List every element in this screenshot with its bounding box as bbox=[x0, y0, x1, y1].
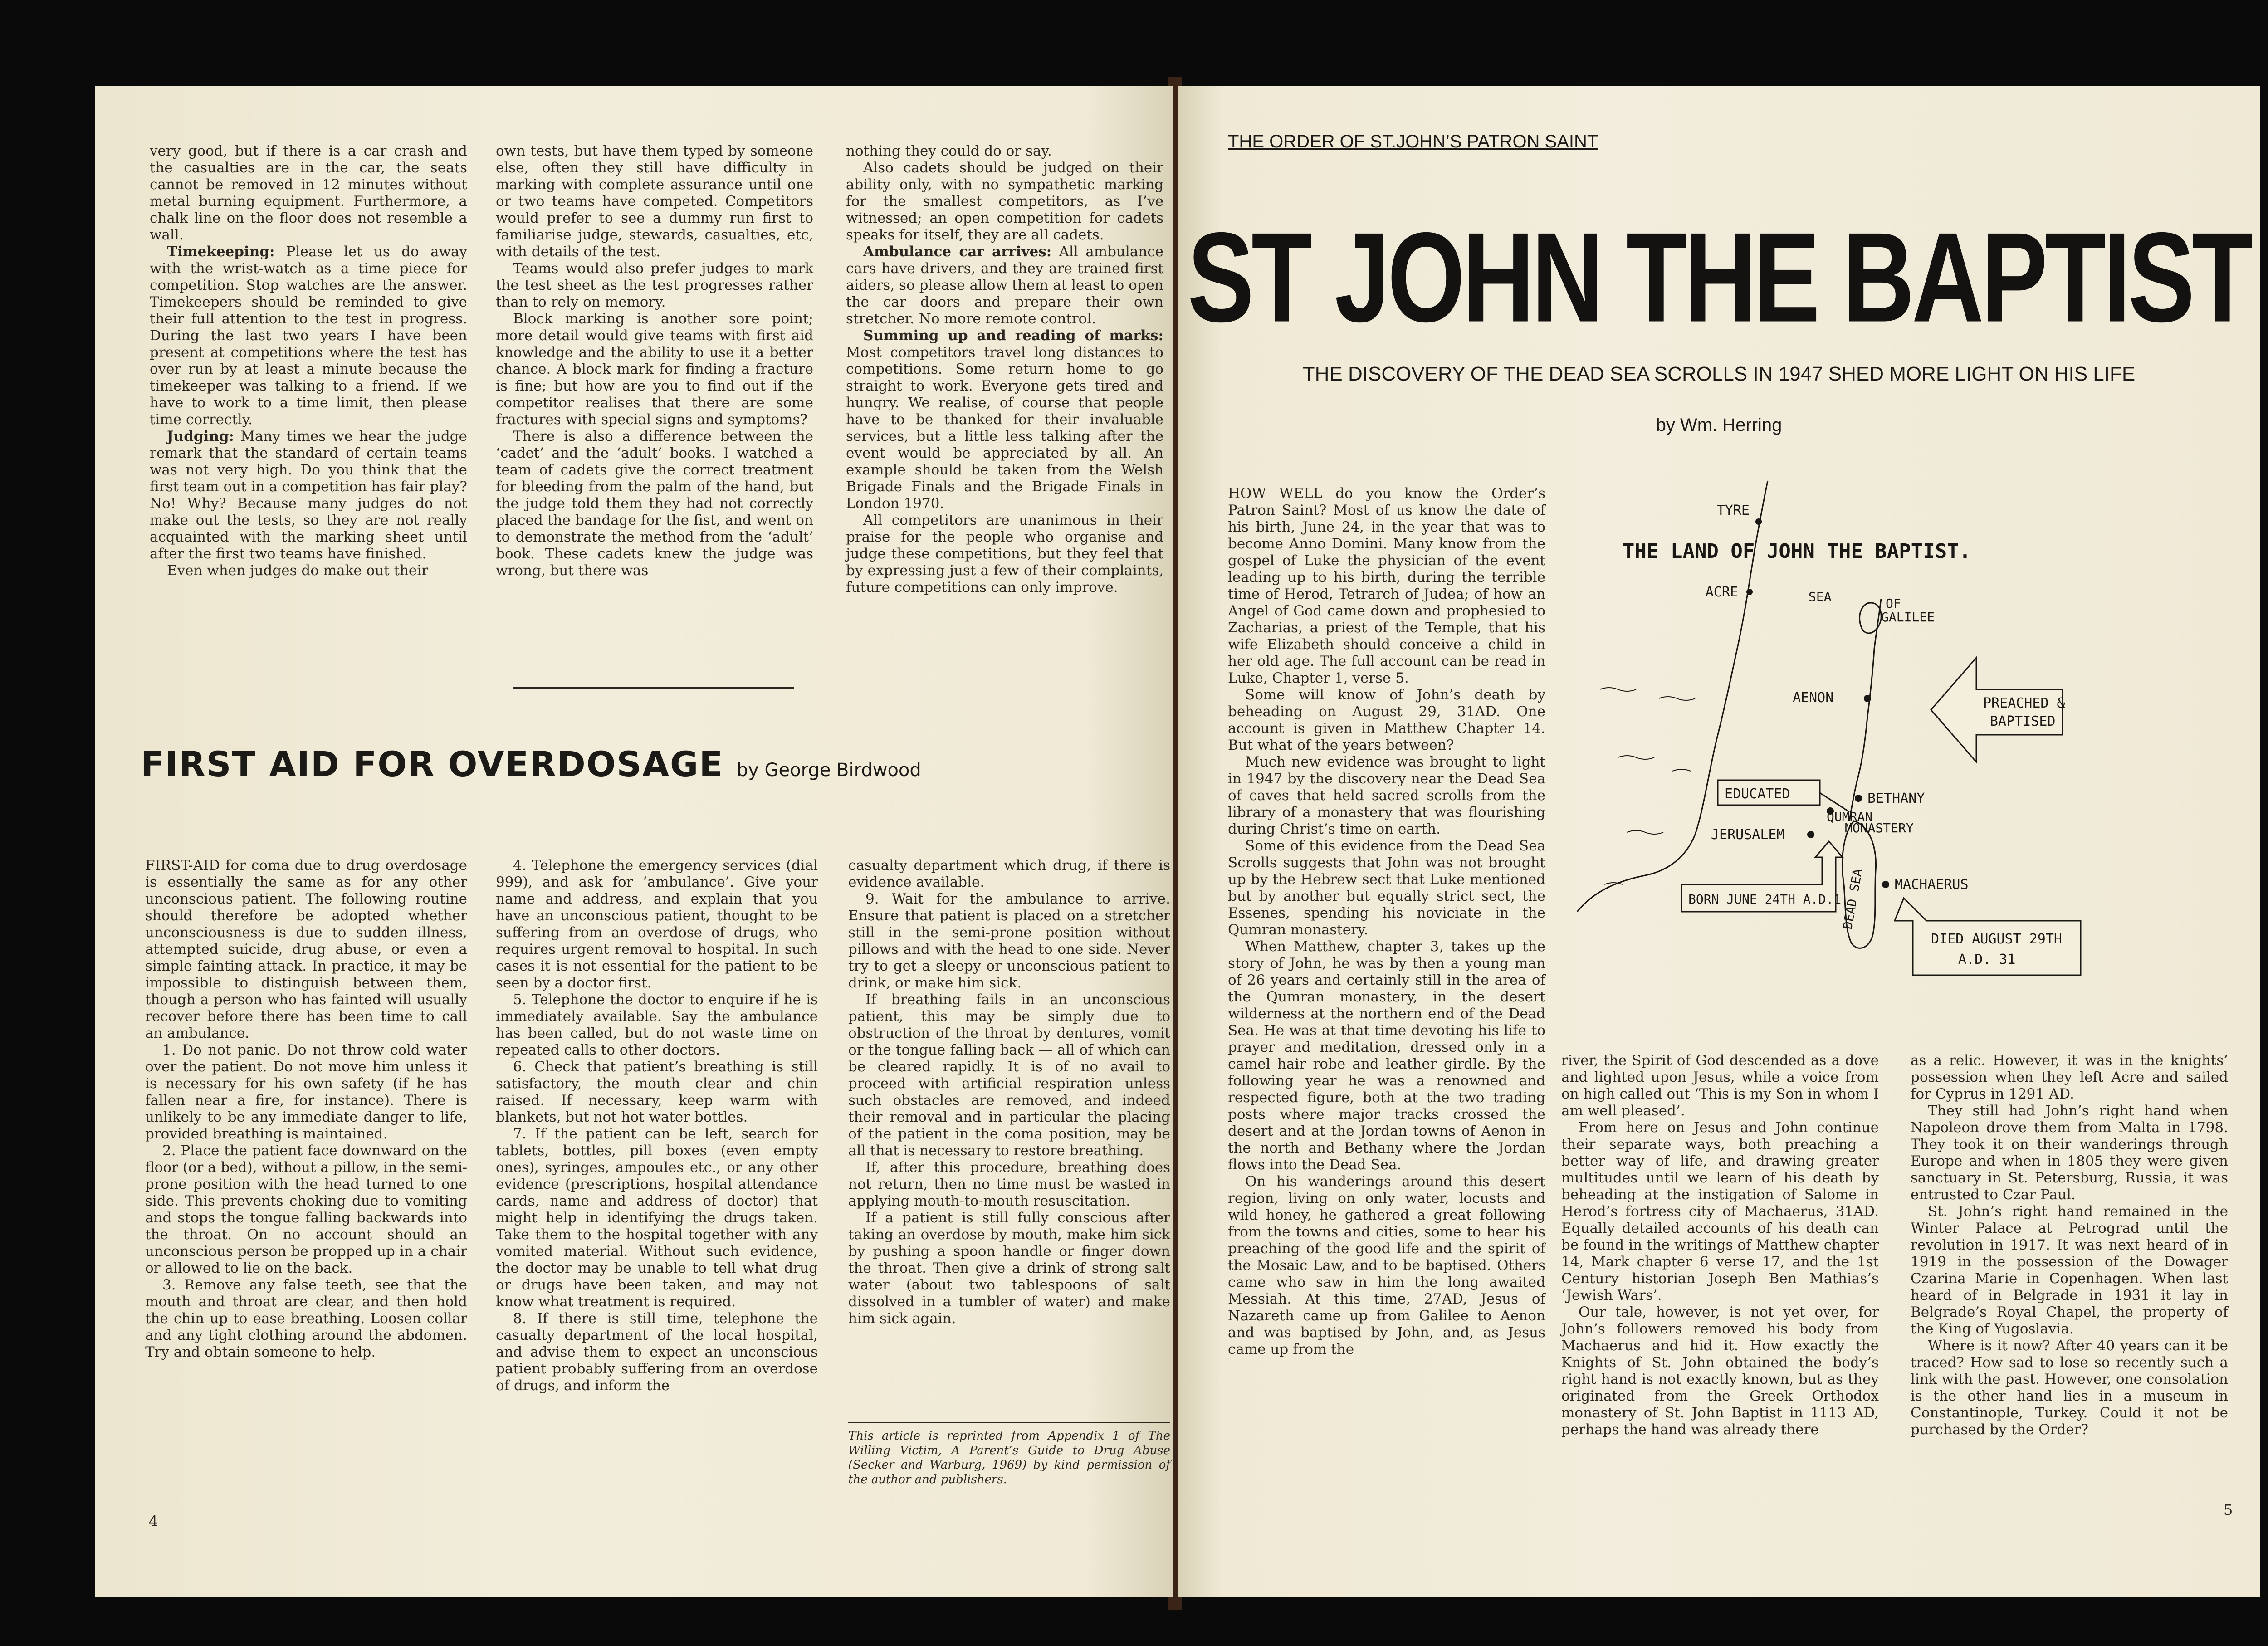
paragraph-text: If breathing fails in an unconscious patient, this may be simply due to obstruction of the throat by dentures, vomit or the tongue falling back — all of which can be cleared rapidly. It is of no avail to proceed with artificial respiration unless such obstacles are removed, and indeed their removal and in particular the placing of the patient in the coma position, may be all that is necessary to restore breathing. bbox=[848, 992, 1170, 1159]
paragraph bbox=[1228, 485, 1545, 687]
paragraph bbox=[1911, 1103, 2228, 1203]
died-label-line1: DIED AUGUST 29TH bbox=[1931, 931, 2062, 947]
paragraph-text: very good, but if there is a car crash and the casualties are in the car, the seats cannot be removed in 12 minutes without metal burning equipment. Furthermore, a chalk line on the floor does not resemble a wall. bbox=[150, 143, 467, 243]
paragraph-text: Our tale, however, is not yet over, for John’s followers removed his body from Machaerus and hid it. How exactly the Knights of St. John obtained the body’s right hand is not exactly known, but as they originated from the Greek Orthodox monastery of St. John Baptist in 1113 AD, perhaps the hand was already there bbox=[1561, 1304, 1879, 1438]
map-title: THE LAND OF JOHN THE BAPTIST. bbox=[1623, 540, 1971, 563]
paragraph bbox=[1228, 1173, 1545, 1358]
paragraph-text: 4. Telephone the emergency services (dial 999), and ask for ‘ambulance’. Give your name and address, and explain that you have an unconscious patient, thought to be suffering from an overdose of drugs, who requires urgent removal to hospital. In such cases it is not essential for the patient to be seen by a doctor first. bbox=[496, 857, 818, 991]
paragraph-text: All competitors are unanimous in their praise for the people who organise and judge these competitions, but they feel that by expressing just a few of their complaints, future competitions can only improve. bbox=[846, 512, 1163, 596]
paragraph-text: 6. Check that patient’s breathing is still satisfactory, the mouth clear and chin raised. If necessary, keep warm with blankets, but not hot water bottles. bbox=[496, 1059, 818, 1125]
map-label-jerusalem: JERUSALEM bbox=[1711, 827, 1785, 843]
died-label-line2: A.D. 31 bbox=[1958, 952, 2016, 967]
paragraph-text: All ambulance cars have drivers, and they are trained first aiders, so please allow them at least to open the car doors and prepare their own stretcher. No more remote control. bbox=[846, 244, 1164, 327]
paragraph-text: as a relic. However, it was in the knights’ possession when they left Acre and sailed for Cyprus in 1291 AD. bbox=[1911, 1052, 2228, 1102]
paragraph bbox=[1561, 1052, 1879, 1119]
paragraph bbox=[150, 244, 467, 428]
page-number-left: 4 bbox=[149, 1513, 158, 1530]
paragraph-text: Most competitors travel long distances to competitions. Some return home to go straight to work. Everyone gets tired and hungry. We realise, of course that people have to be thanked for their invaluable services, but a little less talking after the event would be appreciated by all. An example should be taken from the Welsh Brigade Finals and the Brigade Finals in London 1970. bbox=[846, 344, 1163, 512]
paragraph-text: Even when judges do make out their bbox=[167, 562, 429, 579]
map-label-qumran: QUMRAN bbox=[1827, 809, 1873, 824]
paragraph bbox=[496, 260, 813, 311]
paragraph bbox=[846, 143, 1163, 160]
paragraph-text: own tests, but have them typed by someone else, often they still have difficulty in marking with complete assurance until one or two teams have competed. Competitors would prefer to see a dummy run first to familiarise judge, stewards, casualties, etc, with details of the test. bbox=[496, 143, 813, 260]
paragraph-text: Teams would also prefer judges to mark the test sheet as the test progresses rather than to rely on memory. bbox=[496, 260, 813, 310]
paragraph bbox=[848, 857, 1170, 891]
paragraph-text: On his wanderings around this desert region, living on only water, locusts and wild honey, he gathered a great following from the towns and cities, some to hear his preaching of the good life and the spirit of the Mosaic Law, and to be baptised. Others came who saw in him the long awaited Messiah. At this time, 27AD, Jesus of Nazareth came up from Galilee to Aenon and was baptised by John, and, as Jesus came up from the bbox=[1228, 1173, 1545, 1358]
paragraph bbox=[496, 1059, 818, 1126]
map-label-monastery: MONASTERY bbox=[1845, 821, 1914, 835]
paragraph-text: When Matthew, chapter 3, takes up the story of John, he was by then a young man of 26 years and certainly still in the area of the Qumran monastery, in the desert wilderness at the northern end of the Dead Sea. He was at that time devoting his life to prayer and meditation, dressed only in a camel hair robe and leather girdle. By the following year he was a renowned and respected figure, both at the two trading posts where major tracks crossed the desert and at the Jordan towns of Aenon in the north and Bethany where the Jordan flows into the Dead Sea. bbox=[1228, 938, 1545, 1173]
map-label-galilee: GALILEE bbox=[1881, 610, 1935, 625]
map-label-acre: ACRE bbox=[1705, 584, 1738, 600]
overdose-byline: by George Birdwood bbox=[736, 760, 921, 781]
educated-label: EDUCATED bbox=[1725, 786, 1790, 802]
paragraph bbox=[145, 1277, 467, 1361]
overdose-column-1 bbox=[145, 857, 467, 1361]
paragraph-text: If a patient is still fully conscious after taking an overdose by mouth, make him sick by pushing a spoon handle or finger down the throat. Then give a drink of strong salt water (about two tablespoons of salt dissolved in a tumbler of water) and make him sick again. bbox=[848, 1210, 1170, 1327]
paragraph bbox=[846, 327, 1163, 512]
paragraph bbox=[150, 428, 467, 562]
paragraph bbox=[145, 1143, 467, 1277]
baptist-column-3 bbox=[1911, 1052, 2228, 1438]
map-label-sea: SEA bbox=[1809, 589, 1832, 604]
paragraph bbox=[848, 891, 1170, 992]
paragraph-text: 5. Telephone the doctor to enquire if he is immediately available. Say the ambulance has been called, but do not waste time on repeated calls to other doctors. bbox=[496, 992, 818, 1058]
complaints-column-3 bbox=[846, 143, 1163, 596]
subheadline: THE DISCOVERY OF THE DEAD SEA SCROLLS IN 1947 SHED MORE LIGHT ON HIS LIFE bbox=[1302, 363, 2136, 385]
paragraph bbox=[496, 992, 818, 1059]
paragraph bbox=[1228, 754, 1545, 838]
overdose-column-3 bbox=[848, 857, 1170, 1327]
reprint-credit: This article is reprinted from Appendix 1 of The Willing Victim, A Parent’s Guide to Drug Abuse (Secker and Warburg, 1969) by kind permission of the author and publishers. bbox=[848, 1429, 1170, 1486]
right-page bbox=[1178, 86, 2260, 1597]
paragraph-text: Also cadets should be judged on their ability only, with no sympathetic marking for the smallest competitors, as I’ve witnessed; an open competition for cadets speaks for itself, they are all cadets. bbox=[846, 160, 1163, 243]
author-byline: by Wm. Herring bbox=[1656, 415, 1782, 435]
map-label-machaerus: MACHAERUS bbox=[1895, 877, 1969, 893]
paragraph bbox=[1228, 687, 1545, 754]
overdose-title-text: FIRST AID FOR OVERDOSAGE bbox=[141, 744, 724, 784]
page-title: ST JOHN THE BAPTIST bbox=[1188, 205, 2250, 349]
paragraph bbox=[1911, 1203, 2228, 1338]
paragraph bbox=[848, 1210, 1170, 1327]
paragraph-text: river, the Spirit of God descended as a dove and lighted upon Jesus, while a voice from on high called out ‘This is my Son in whom I am well pleased’. bbox=[1561, 1052, 1879, 1119]
paragraph bbox=[1561, 1119, 1879, 1304]
paragraph bbox=[848, 992, 1170, 1159]
paragraph-text: 1. Do not panic. Do not throw cold water over the patient. Do not move him unless it is necessary for his own safety (if he has fallen near a fire, for instance). There is unlikely to be any immediate danger to life, provided breathing is maintained. bbox=[145, 1042, 467, 1142]
paragraph-text: Block marking is another sore point; more detail would give teams with first aid knowledge and the ability to use it a better chance. A block mark for finding a fracture is fine; but how are you to find out if the competitor realises that there are some fractures with special signs and symptoms? bbox=[496, 311, 813, 428]
paragraph bbox=[496, 857, 818, 992]
paragraph-text: Some will know of John’s death by beheading on August 29, 31AD. One account is given in Matthew Chapter 14. But what of the years between? bbox=[1228, 687, 1545, 753]
paragraph-text: Much new evidence was brought to light in 1947 by the discovery near the Dead Sea of caves that held sacred scrolls from the library of a monastery that was flourishing during Christ’s time on earth. bbox=[1228, 754, 1545, 837]
paragraph bbox=[848, 1159, 1170, 1210]
paragraph-text: 2. Place the patient face downward on the floor (or a bed), without a pillow, in the semi-prone position with the head turned to one side. This prevents choking due to vomiting and stops the tongue falling backwards into the throat. On no account should an unconscious person be propped up in a chair or allowed to lie on the back. bbox=[145, 1143, 467, 1276]
paragraph bbox=[846, 512, 1163, 596]
paragraph-text: There is also a difference between the ‘cadet’ and the ‘adult’ books. I watched a team of cadets give the correct treatment for bleeding from the palm of the hand, but the judge told them they had not correctly placed the bandage for the fist, and went on to demonstrate the method from the ‘adult’ book. These cadets knew the judge was wrong, but there was bbox=[496, 428, 813, 579]
paragraph bbox=[496, 1126, 818, 1310]
paragraph-lead: Timekeeping: bbox=[167, 244, 275, 260]
map-label-bethany: BETHANY bbox=[1867, 791, 1925, 806]
paragraph-text: From here on Jesus and John continue their separate ways, both preaching a better way of life, and drawing greater multitudes until we learn of his death by beheading at the instigation of Salome in Herod’s fortress city of Machaerus, 31AD. Equally detailed accounts of his death can be found in the writings of Matthew chapter 14, Mark chapter 6 verse 17, and the 1st Century historian Joseph Ben Mathias’s ‘Jewish Wars’. bbox=[1561, 1119, 1879, 1304]
left-page bbox=[95, 86, 1173, 1597]
map-label-aenon: AENON bbox=[1793, 690, 1834, 706]
paragraph bbox=[145, 1042, 467, 1143]
born-label: BORN JUNE 24TH A.D.1 bbox=[1688, 892, 1842, 907]
paragraph-text: casualty department which drug, if there is evidence available. bbox=[848, 857, 1170, 890]
paragraph-lead: Ambulance car arrives: bbox=[863, 244, 1052, 260]
paragraph-text: St. John’s right hand remained in the Winter Palace at Petrograd until the revolution in 1917. It was next heard of in 1919 in the possession of the Dowager Czarina Marie in Copenhagen. When last heard of in Belgrade in 1931 it lay in Belgrade’s Royal Chapel, the property of the King of Yugoslavia. bbox=[1911, 1203, 2228, 1337]
paragraph bbox=[145, 857, 467, 1042]
page-number-right: 5 bbox=[2224, 1501, 2233, 1519]
baptist-column-1 bbox=[1228, 485, 1545, 1358]
section-divider bbox=[513, 687, 794, 689]
map-label-of: OF bbox=[1886, 596, 1901, 611]
paragraph-lead: Judging: bbox=[167, 428, 234, 444]
map-label-dead-sea: DEAD SEA bbox=[1840, 867, 1866, 931]
overdose-article-title bbox=[141, 744, 921, 784]
credit-rule bbox=[848, 1422, 1170, 1423]
paragraph-text: HOW WELL do you know the Order’s Patron Saint? Most of us know the date of his birth, June 24, in the year that was to become Anno Domini. Many know from the gospel of Luke the physician of the event leading up to his birth, during the terrible time of Herod, Tetrarch of Judea; of how an Angel of God came down and prophesied to Zacharias, a priest of the Temple, that his wife Elizabeth should conceive a child in her old age. The full account can be read in Luke, Chapter 1, verse 5. bbox=[1228, 485, 1545, 686]
paragraph bbox=[1911, 1052, 2228, 1103]
paragraph bbox=[1561, 1304, 1879, 1438]
paragraph bbox=[846, 244, 1163, 327]
paragraph bbox=[1228, 938, 1545, 1173]
section-tag: THE ORDER OF ST.JOHN’S PATRON SAINT bbox=[1228, 132, 1598, 151]
paragraph bbox=[150, 143, 467, 244]
preached-label: PREACHED & bbox=[1983, 695, 2065, 711]
paragraph bbox=[150, 562, 467, 579]
paragraph-text: Where is it now? After 40 years can it be traced? How sad to lose so recently such a link with the past. However, one consolation is the other hand lies in a museum in Constantinople, Turkey. Could it not be purchased by the Order? bbox=[1911, 1338, 2228, 1438]
paragraph-text: Many times we hear the judge remark that the standard of certain teams was not very high. Do you think that the first team out in a competition has fair play? No! Why? Because many judges do not make out the tests, so they are not really acquainted with the marking sheet until after the first two teams have finished. bbox=[150, 428, 467, 562]
paragraph bbox=[496, 428, 813, 579]
map-land-of-john-the-baptist bbox=[1568, 463, 2260, 1039]
paragraph-text: FIRST-AID for coma due to drug overdosage is essentially the same as for any other unconscious patient. The following routine should therefore be adopted whether unconsciousness is due to sudden illness, attempted suicide, drug abuse, or even a simple fainting attack. In practice, it may be impossible to distinguish between them, though a person who has fainted will usually recover before there has been time to call an ambulance. bbox=[145, 857, 467, 1041]
baptist-column-2 bbox=[1561, 1052, 1879, 1438]
paragraph bbox=[496, 311, 813, 428]
baptised-label: BAPTISED bbox=[1990, 713, 2056, 729]
paragraph-text: 7. If the patient can be left, search for tablets, bottles, pill boxes (even empty ones), syringes, ampoules etc., or any other evidence (prescriptions, hospital attendance cards, name and address of doctor) that might help in identifying the drugs taken. Take them to the hospital together with any vomited material. Without such evidence, the doctor may be unable to tell what drug or drugs have been taken, and may not know what treatment is required. bbox=[496, 1126, 818, 1310]
paragraph-text: 8. If there is still time, telephone the casualty department of the local hospital, and advise them to expect an unconscious patient probably suffering from an overdose of drugs, and inform the bbox=[496, 1310, 818, 1394]
complaints-column-2 bbox=[496, 143, 813, 579]
paragraph bbox=[846, 160, 1163, 244]
paragraph-text: 9. Wait for the ambulance to arrive. Ensure that patient is placed on a stretcher still in the semi-prone position without pillows and with the head to one side. Never try to get a sleepy or unconscious patient to drink, or make him sick. bbox=[848, 891, 1170, 991]
paragraph bbox=[496, 1310, 818, 1394]
paragraph bbox=[496, 143, 813, 260]
sea-waves bbox=[1600, 688, 1695, 884]
paragraph-lead: Summing up and reading of marks: bbox=[863, 327, 1163, 344]
paragraph-text: They still had John’s right hand when Napoleon drove them from Malta in 1798. They took it on their wanderings through Europe and when in 1805 they were given sanctuary in St. Petersburg, Russia, it was entrusted to Czar Paul. bbox=[1911, 1103, 2228, 1203]
paragraph-text: 3. Remove any false teeth, see that the mouth and throat are clear, and then hold the chin up to ease breathing. Loosen collar and any tight clothing around the abdomen. Try and obtain someone to help. bbox=[145, 1277, 467, 1360]
paragraph bbox=[1911, 1338, 2228, 1438]
complaints-column-1 bbox=[150, 143, 467, 579]
paragraph-text: nothing they could do or say. bbox=[846, 143, 1052, 159]
paragraph-text: If, after this procedure, breathing does not return, then no time must be wasted in applying mouth-to-mouth resuscitation. bbox=[848, 1159, 1170, 1209]
paragraph-text: Please let us do away with the wrist-watch as a time piece for competition. Stop watches are the answer. Timekeepers should be reminded to give their full attention to the test in progress. During the last two years I have been present at competitions where the test has over run by at least a minute because the timekeeper was talking to a friend. If we have to work to a time limit, then please time correctly. bbox=[150, 244, 467, 428]
map-label-tyre: TYRE bbox=[1716, 503, 1750, 518]
paragraph bbox=[1228, 838, 1545, 938]
overdose-column-2 bbox=[496, 857, 818, 1394]
paragraph-text: Some of this evidence from the Dead Sea Scrolls suggests that John was not brought up by the Hebrew sect that Luke mentioned but by another but equally strict sect, the Essenes, spending his noviciate in the Qumran monastery. bbox=[1228, 838, 1545, 938]
